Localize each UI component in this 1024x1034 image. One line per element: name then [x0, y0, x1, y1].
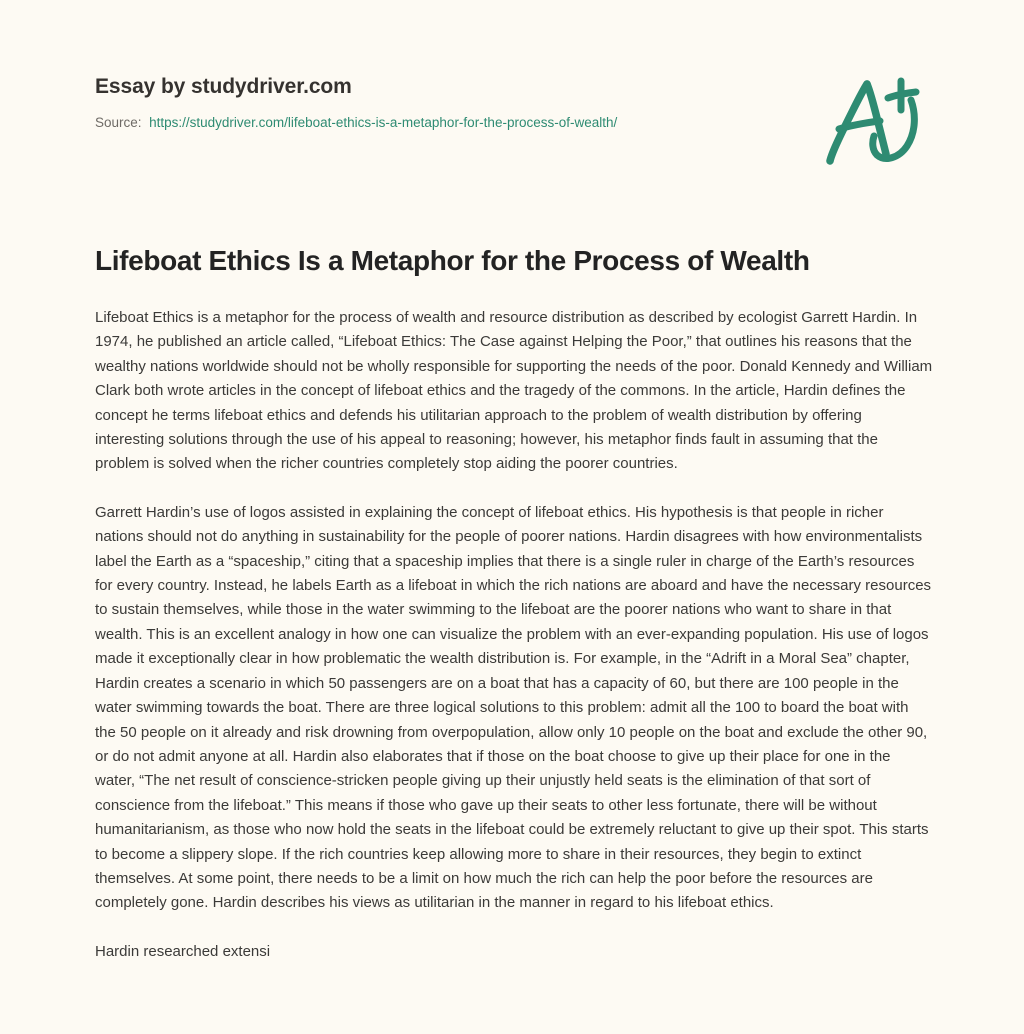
source-label: Source:: [95, 115, 142, 131]
source-line: [95, 114, 795, 132]
source-url-link[interactable]: https://studydriver.com/lifeboat-ethics-is-a-metaphor-for-the-process-of-wealth/: [149, 115, 618, 131]
article-body: [95, 306, 933, 964]
article: [95, 243, 933, 964]
page-title: Lifeboat Ethics Is a Metaphor for the Process of Wealth: [95, 245, 810, 276]
studydriver-a-plus-logo-icon: [812, 62, 930, 174]
page-header: [0, 0, 1024, 200]
paragraph: Lifeboat Ethics is a metaphor for the process of wealth and resource distribution as described by ecologist Garrett Hardin. In 1974, he published an article called, “Lifeboat Ethics: The Case against Helping the Poor,” that outlines his reasons that the wealthy nations worldwide should not be wholly responsible for supporting the needs of the poor. Donald Kennedy and William Clark both wrote articles in the concept of lifeboat ethics and the tragedy of the commons. In the article, Hardin defines the concept he terms lifeboat ethics and defends his utilitarian approach to the problem of wealth distribution by offering interesting solutions through the use of his appeal to reasoning; however, his metaphor finds fault in assuming that the problem is solved when the richer countries completely stop aiding the poorer countries.: [95, 309, 933, 473]
brand-block: [95, 74, 795, 132]
paragraph: Garrett Hardin’s use of logos assisted in explaining the concept of lifeboat ethics. His hypothesis is that people in richer nations should not do anything in sustainability for the people of poorer nations. Hardin disagrees with how environmentalists label the Earth as a “spaceship,” citing that a spaceship implies that there is a single ruler in charge of the Earth’s resources for every country. Instead, he labels Earth as a lifeboat in which the rich nations are aboard and have the necessary resources to sustain themselves, while those in the water swimming to the lifeboat are the poorer nations who want to share in that wealth. This is an excellent analogy in how one can visualize the problem with an ever-expanding population. His use of logos made it exceptionally clear in how problematic the wealth distribution is. For example, in the “Adrift in a Moral Sea” chapter, Hardin creates a scenario in which 50 passengers are on a boat that has a capacity of 60, but there are 100 people in the water swimming towards the boat. There are three logical solutions to this problem: admit all the 100 to board the boat with the 50 people on it already and risk drowning from overpopulation, allow only 10 people on the boat and exclude the other 90, or do not admit anyone at all. Hardin also elaborates that if those on the boat choose to give up their place for one in the water, “The net result of conscience-stricken people giving up their unjustly held seats is the elimination of that sort of conscience from the lifeboat.” This means if those who gave up their seats to other less fortunate, there will be without humanitarianism, as those who now hold the seats in the lifeboat could be extremely reluctant to give up their spot. This starts to become a slippery slope. If the rich countries keep allowing more to share in their resources, they begin to extinct themselves. At some point, there needs to be a limit on how much the rich can help the poor before the resources are completely gone. Hardin describes his views as utilitarian in the manner in regard to his lifeboat ethics.: [95, 503, 932, 912]
paragraph: Hardin researched extensi: [95, 942, 271, 960]
brand-title: Essay by studydriver.com: [95, 75, 352, 98]
